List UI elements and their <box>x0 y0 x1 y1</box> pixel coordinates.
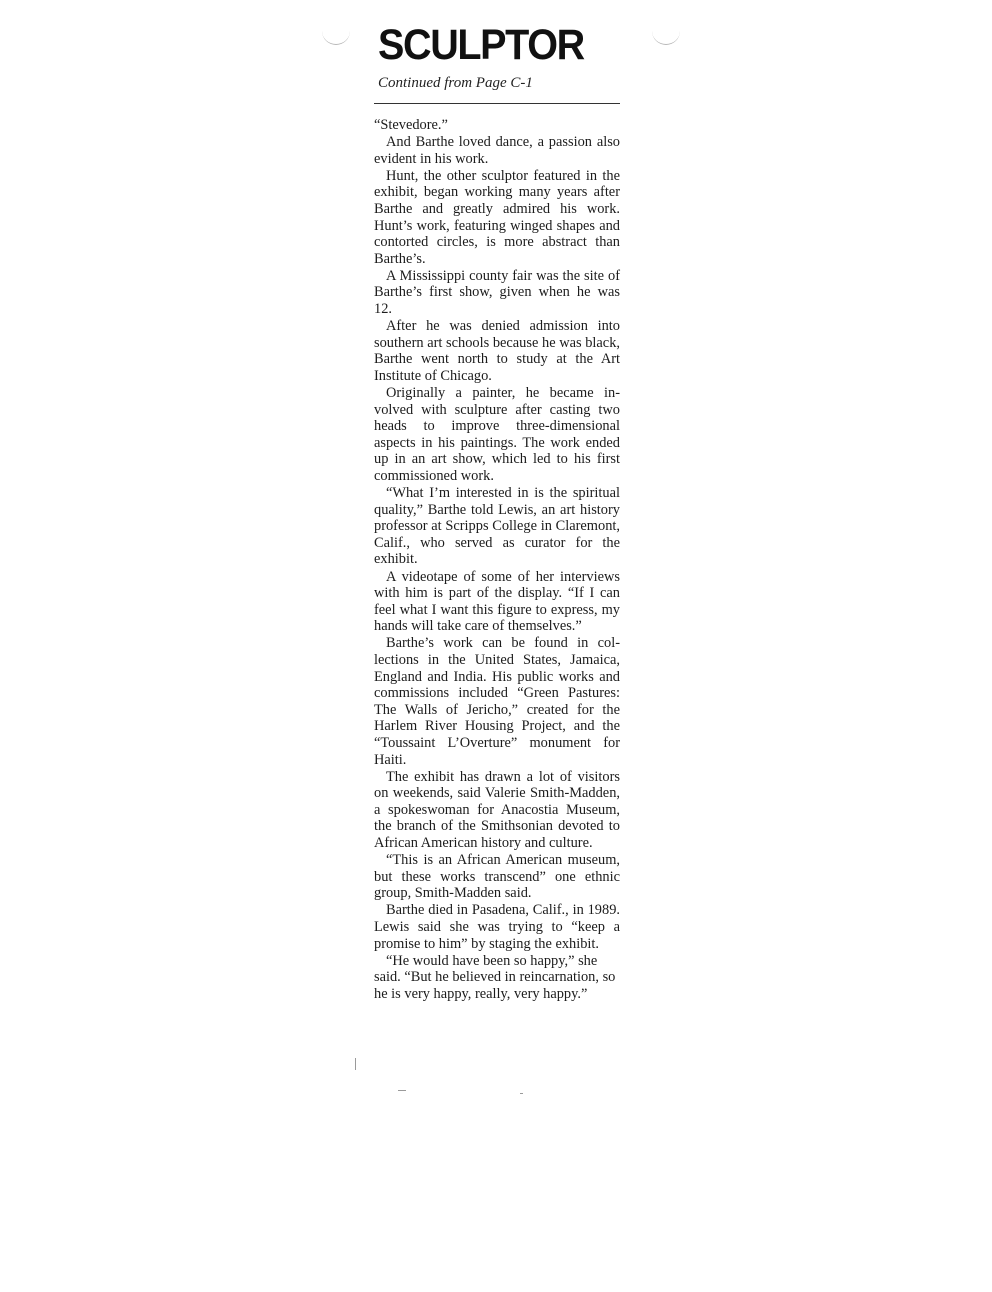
scan-speck <box>520 1093 523 1094</box>
article-paragraph: The exhibit has drawn a lot of visitors on weekends, said Valerie Smith-Madden, a spokeswoman for Anacostia Museum, the branch of the Smithsonian devoted to African American history and culture. <box>374 768 620 852</box>
headline-rule <box>374 103 620 104</box>
article-paragraph: Barthe died in Pasadena, Calif., in 1989. Lewis said she was trying to “keep a promise to him” by staging the exhibit. <box>374 902 620 952</box>
article-paragraph: And Barthe loved dance, a passion also evident in his work. <box>374 134 620 167</box>
article-headline: SCULPTOR <box>378 21 584 69</box>
continuation-line: Continued from Page C-1 <box>378 75 533 91</box>
article-paragraph: Hunt, the other sculptor featured in the exhibit, began working many years after Barthe and greatly admired his work. Hunt’s work, featuring winged shapes and contorted circles, is more abstract than Barthe’s. <box>374 167 620 267</box>
article-paragraph: A videotape of some of her interviews with him is part of the display. “If I can feel what I want this figure to express, my hands will take care of themselves.” <box>374 568 620 635</box>
punch-hole-mark-left <box>322 30 350 45</box>
article-paragraph: Originally a painter, he became involved with sculpture after casting two heads to improve three-dimensional aspects in his paintings. The work ended up in an art show, which led to his first commissioned work. <box>374 385 620 484</box>
article-paragraph: “What I’m interested in is the spiritual quality,” Barthe told Lewis, an art history professor at Scripps College in Claremont, Calif., who served as curator for the exhibit. <box>374 485 620 568</box>
article-paragraph: “This is an African American museum, but these works transcend” one ethnic group, Smith-Madden said. <box>374 852 620 902</box>
scan-speck <box>398 1090 406 1091</box>
punch-hole-mark-right <box>652 30 680 45</box>
article-paragraph: A Mississippi county fair was the site of Barthe’s first show, given when he was 12. <box>374 267 620 318</box>
scan-speck <box>355 1058 356 1070</box>
article-paragraph: “Stevedore.” <box>374 117 448 133</box>
article-paragraph: After he was denied admission into southern art schools because he was black, Barthe went north to study at the Art Institute of Chicago. <box>374 318 620 384</box>
article-paragraph: Barthe’s work can be found in collections in the United States, Jamaica, England and India. His public works and commissions included “Green Pastures: The Walls of Jericho,” created for the Harlem River Housing Project, and the “Toussaint L’Overture” monument for Haiti. <box>374 635 620 768</box>
article-paragraph: “He would have been so happy,” she said. “But he believed in reincarnation, so he is very happy, really, very happy.” <box>374 952 616 1002</box>
article-column <box>374 117 620 1003</box>
